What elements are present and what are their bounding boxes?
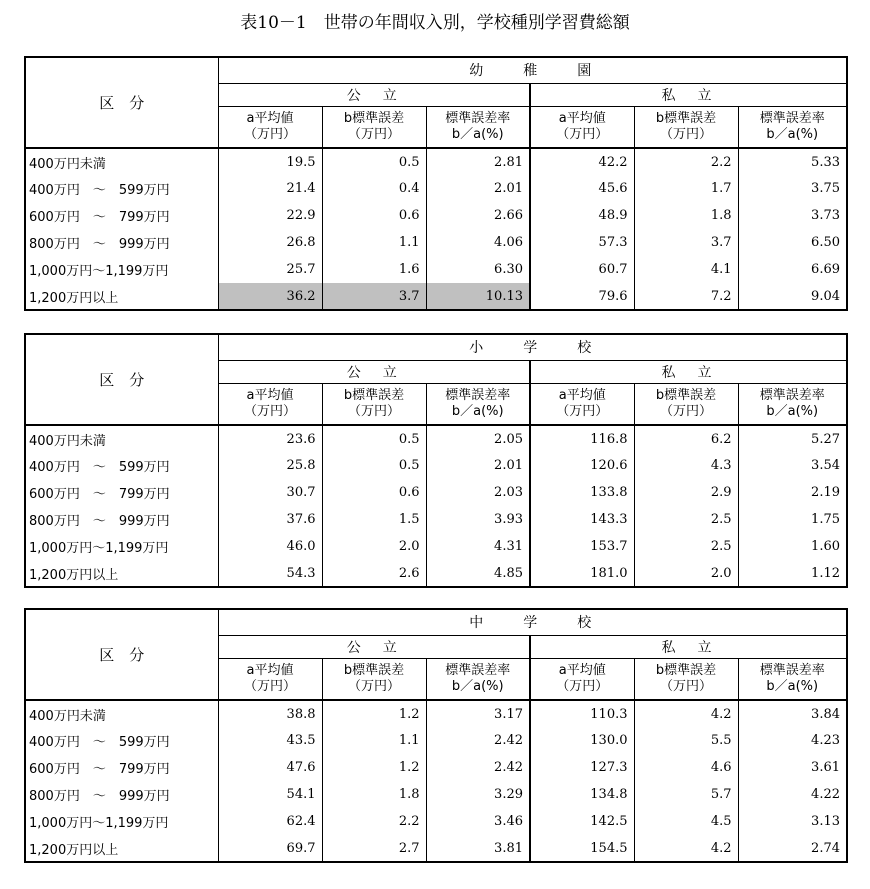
value-cell: 36.2: [218, 283, 322, 310]
table-row: [25, 727, 847, 754]
value-cell: 3.7: [634, 229, 738, 256]
school-header: 中 学 校: [218, 609, 847, 635]
column-header: b標準誤差 （万円）: [634, 383, 738, 425]
value-cell: 25.8: [218, 452, 322, 479]
row-label: 1,000万円～1,199万円: [25, 533, 218, 560]
table-row: [25, 452, 847, 479]
value-cell: 3.29: [426, 781, 530, 808]
table-row: [25, 479, 847, 506]
value-cell: 0.6: [322, 202, 426, 229]
table-row: [25, 560, 847, 587]
table-row: [25, 533, 847, 560]
value-cell: 47.6: [218, 754, 322, 781]
table-row: [25, 781, 847, 808]
kindergarten-table: [24, 56, 848, 311]
table-row: [25, 808, 847, 835]
value-cell: 4.1: [634, 256, 738, 283]
column-header: a平均値 （万円）: [530, 658, 634, 700]
value-cell: 3.93: [426, 506, 530, 533]
value-cell: 3.46: [426, 808, 530, 835]
junior-high-table: [24, 608, 848, 863]
column-header: b標準誤差 （万円）: [634, 658, 738, 700]
value-cell: 4.23: [738, 727, 847, 754]
row-label: 400万円未満: [25, 148, 218, 175]
row-label: 400万円未満: [25, 425, 218, 452]
value-cell: 1.60: [738, 533, 847, 560]
kubun-header: 区 分: [25, 609, 218, 700]
value-cell: 1.2: [322, 754, 426, 781]
value-cell: 4.6: [634, 754, 738, 781]
value-cell: 5.33: [738, 148, 847, 175]
column-header: a平均値 （万円）: [530, 383, 634, 425]
value-cell: 26.8: [218, 229, 322, 256]
row-label: 1,200万円以上: [25, 835, 218, 862]
value-cell: 7.2: [634, 283, 738, 310]
value-cell: 130.0: [530, 727, 634, 754]
page-title: 表10－1 世帯の年間収入別，学校種別学習費総額: [240, 13, 630, 33]
column-header: b標準誤差 （万円）: [322, 658, 426, 700]
kubun-header: 区 分: [25, 57, 218, 148]
value-cell: 2.6: [322, 560, 426, 587]
table-row: [25, 202, 847, 229]
column-header: a平均値 （万円）: [218, 106, 322, 148]
value-cell: 3.84: [738, 700, 847, 727]
school-header: 幼 稚 園: [218, 57, 847, 83]
column-header: b標準誤差 （万円）: [322, 106, 426, 148]
public-header: 公 立: [218, 635, 530, 658]
column-header: b標準誤差 （万円）: [634, 106, 738, 148]
row-label: 400万円 ～ 599万円: [25, 452, 218, 479]
value-cell: 2.66: [426, 202, 530, 229]
value-cell: 79.6: [530, 283, 634, 310]
row-label: 800万円 ～ 999万円: [25, 229, 218, 256]
value-cell: 2.42: [426, 754, 530, 781]
value-cell: 3.81: [426, 835, 530, 862]
row-label: 400万円 ～ 599万円: [25, 727, 218, 754]
value-cell: 0.5: [322, 452, 426, 479]
row-label: 800万円 ～ 999万円: [25, 506, 218, 533]
value-cell: 1.5: [322, 506, 426, 533]
value-cell: 1.75: [738, 506, 847, 533]
row-label: 1,000万円～1,199万円: [25, 256, 218, 283]
value-cell: 54.3: [218, 560, 322, 587]
column-header: a平均値 （万円）: [218, 383, 322, 425]
value-cell: 3.75: [738, 175, 847, 202]
value-cell: 3.13: [738, 808, 847, 835]
value-cell: 2.9: [634, 479, 738, 506]
column-header: 標準誤差率 b／a(%): [738, 658, 847, 700]
value-cell: 10.13: [426, 283, 530, 310]
value-cell: 181.0: [530, 560, 634, 587]
value-cell: 9.04: [738, 283, 847, 310]
value-cell: 6.50: [738, 229, 847, 256]
column-header: 標準誤差率 b／a(%): [738, 106, 847, 148]
row-label: 400万円 ～ 599万円: [25, 175, 218, 202]
elementary-table: [24, 333, 848, 588]
value-cell: 0.4: [322, 175, 426, 202]
table-row: [25, 175, 847, 202]
value-cell: 42.2: [530, 148, 634, 175]
table-row: [25, 229, 847, 256]
value-cell: 154.5: [530, 835, 634, 862]
row-label: 400万円未満: [25, 700, 218, 727]
value-cell: 153.7: [530, 533, 634, 560]
value-cell: 3.54: [738, 452, 847, 479]
value-cell: 2.5: [634, 506, 738, 533]
value-cell: 4.06: [426, 229, 530, 256]
private-header: 私 立: [530, 635, 847, 658]
value-cell: 69.7: [218, 835, 322, 862]
value-cell: 3.73: [738, 202, 847, 229]
value-cell: 0.5: [322, 148, 426, 175]
value-cell: 2.19: [738, 479, 847, 506]
value-cell: 2.2: [634, 148, 738, 175]
value-cell: 2.5: [634, 533, 738, 560]
table-row: [25, 256, 847, 283]
value-cell: 1.12: [738, 560, 847, 587]
value-cell: 4.85: [426, 560, 530, 587]
table-row: [25, 425, 847, 452]
value-cell: 2.0: [634, 560, 738, 587]
value-cell: 110.3: [530, 700, 634, 727]
table-row: [25, 506, 847, 533]
column-header: 標準誤差率 b／a(%): [426, 658, 530, 700]
value-cell: 45.6: [530, 175, 634, 202]
value-cell: 3.7: [322, 283, 426, 310]
row-label: 1,200万円以上: [25, 560, 218, 587]
value-cell: 25.7: [218, 256, 322, 283]
value-cell: 4.2: [634, 700, 738, 727]
column-header: 標準誤差率 b／a(%): [426, 106, 530, 148]
value-cell: 116.8: [530, 425, 634, 452]
value-cell: 4.31: [426, 533, 530, 560]
row-label: 600万円 ～ 799万円: [25, 202, 218, 229]
value-cell: 4.2: [634, 835, 738, 862]
table-row: [25, 283, 847, 310]
table-row: [25, 754, 847, 781]
school-header: 小 学 校: [218, 334, 847, 360]
value-cell: 43.5: [218, 727, 322, 754]
kubun-header: 区 分: [25, 334, 218, 425]
value-cell: 60.7: [530, 256, 634, 283]
value-cell: 127.3: [530, 754, 634, 781]
column-header: a平均値 （万円）: [218, 658, 322, 700]
row-label: 1,000万円～1,199万円: [25, 808, 218, 835]
value-cell: 2.2: [322, 808, 426, 835]
public-header: 公 立: [218, 83, 530, 106]
value-cell: 4.22: [738, 781, 847, 808]
value-cell: 3.17: [426, 700, 530, 727]
value-cell: 5.7: [634, 781, 738, 808]
value-cell: 3.61: [738, 754, 847, 781]
value-cell: 4.3: [634, 452, 738, 479]
table-row: [25, 148, 847, 175]
value-cell: 30.7: [218, 479, 322, 506]
value-cell: 1.1: [322, 229, 426, 256]
value-cell: 2.74: [738, 835, 847, 862]
value-cell: 1.8: [634, 202, 738, 229]
private-header: 私 立: [530, 360, 847, 383]
value-cell: 143.3: [530, 506, 634, 533]
value-cell: 62.4: [218, 808, 322, 835]
value-cell: 37.6: [218, 506, 322, 533]
value-cell: 134.8: [530, 781, 634, 808]
value-cell: 23.6: [218, 425, 322, 452]
value-cell: 2.05: [426, 425, 530, 452]
value-cell: 133.8: [530, 479, 634, 506]
value-cell: 1.2: [322, 700, 426, 727]
value-cell: 1.1: [322, 727, 426, 754]
column-header: 標準誤差率 b／a(%): [738, 383, 847, 425]
value-cell: 6.69: [738, 256, 847, 283]
value-cell: 2.0: [322, 533, 426, 560]
value-cell: 2.81: [426, 148, 530, 175]
value-cell: 21.4: [218, 175, 322, 202]
value-cell: 1.7: [634, 175, 738, 202]
value-cell: 2.01: [426, 175, 530, 202]
value-cell: 48.9: [530, 202, 634, 229]
value-cell: 6.30: [426, 256, 530, 283]
column-header: a平均値 （万円）: [530, 106, 634, 148]
value-cell: 2.03: [426, 479, 530, 506]
value-cell: 1.6: [322, 256, 426, 283]
public-header: 公 立: [218, 360, 530, 383]
value-cell: 142.5: [530, 808, 634, 835]
row-label: 600万円 ～ 799万円: [25, 754, 218, 781]
column-header: 標準誤差率 b／a(%): [426, 383, 530, 425]
column-header: b標準誤差 （万円）: [322, 383, 426, 425]
value-cell: 2.7: [322, 835, 426, 862]
value-cell: 120.6: [530, 452, 634, 479]
value-cell: 0.6: [322, 479, 426, 506]
value-cell: 2.42: [426, 727, 530, 754]
value-cell: 57.3: [530, 229, 634, 256]
value-cell: 2.01: [426, 452, 530, 479]
row-label: 800万円 ～ 999万円: [25, 781, 218, 808]
value-cell: 5.5: [634, 727, 738, 754]
table-row: [25, 700, 847, 727]
value-cell: 0.5: [322, 425, 426, 452]
value-cell: 22.9: [218, 202, 322, 229]
value-cell: 54.1: [218, 781, 322, 808]
value-cell: 5.27: [738, 425, 847, 452]
private-header: 私 立: [530, 83, 847, 106]
value-cell: 38.8: [218, 700, 322, 727]
value-cell: 46.0: [218, 533, 322, 560]
row-label: 600万円 ～ 799万円: [25, 479, 218, 506]
value-cell: 1.8: [322, 781, 426, 808]
value-cell: 19.5: [218, 148, 322, 175]
table-row: [25, 835, 847, 862]
row-label: 1,200万円以上: [25, 283, 218, 310]
value-cell: 4.5: [634, 808, 738, 835]
value-cell: 6.2: [634, 425, 738, 452]
